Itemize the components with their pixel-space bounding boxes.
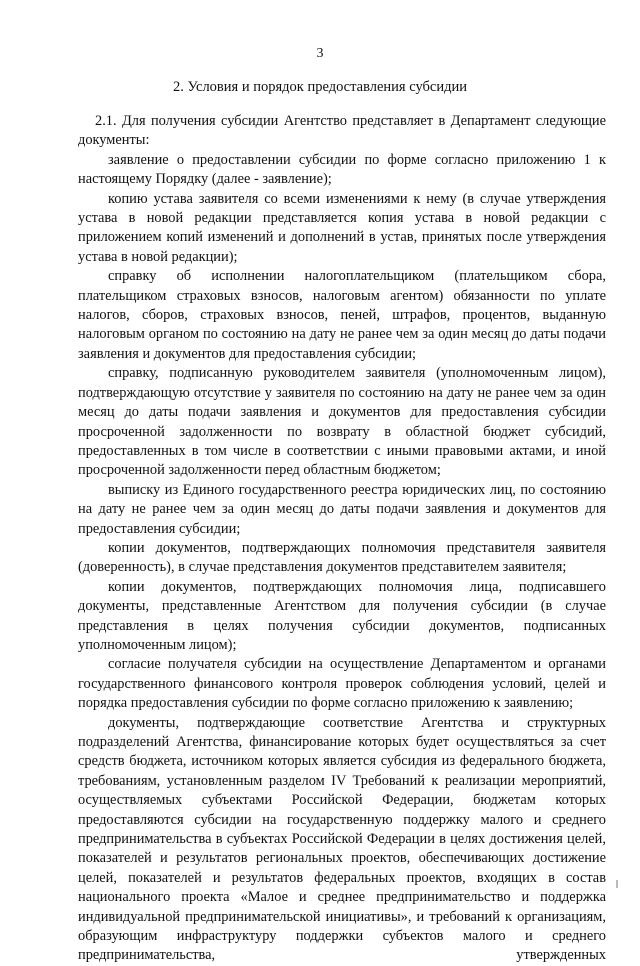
paragraph-intro: 2.1. Для получения субсидии Агентство представляет в Департамент следующие документы: <box>78 113 606 149</box>
paragraph-registry-extract: выписку из Единого государственного реестра юридических лиц, по состоянию на дату не ранее чем за один месяц до даты подачи заявления и документов для предоставления субсидии; <box>78 481 606 537</box>
paragraph-representative-authority: копии документов, подтверждающих полномочия представителя заявителя (доверенность), в случае представления документов представителем заявителя; <box>78 539 606 576</box>
margin-mark <box>616 880 618 888</box>
paragraph-compliance-documents: документы, подтверждающие соответствие Агентства и структурных подразделений Агентства, финансирование которых будет осуществляться за счет средств бюджета, источником которых является субсидия из федерального бюджета, требованиям, установленным разделом IV Требований к реализации мероприятий, осуществляемых субъектами Российской Федерации, бюджетам которых предоставляются субсидии на государственную поддержку малого и среднего предпринимательства в субъектах Российской Федерации в целях достижения целей, показателей и результатов региональных проектов, обеспечивающих достижение целей, показателей и результатов федеральных проектов, входящих в состав национального проекта «Малое и среднее предпринимательство и поддержка индивидуальной предпринимательской инициативы», и требований к организациям, образующим инфраструктуру поддержки субъектов малого и среднего предпринимательства, утвержденных <box>78 714 606 964</box>
paragraph-debt-certificate: справку, подписанную руководителем заявителя (уполномоченным лицом), подтверждающую отсутствие у заявителя по состоянию на дату не ранее чем за один месяц до даты подачи заявления и документов для предоставления субсидии просроченной задолженности по возврату в областной бюджет субсидий, предоставленных в том числе в соответствии с иными правовыми актами, и иной просроченной задолженности перед областным бюджетом; <box>78 365 606 479</box>
paragraph-tax-certificate: справку об исполнении налогоплательщиком (плательщиком сбора, плательщиком страховых взносов, налоговым агентом) обязанности по уплате налогов, сборов, страховых взносов, пеней, штрафов, процентов, выданную налоговым органом по состоянию на дату не ранее чем за один месяц до даты подачи заявления и документов для предоставления субсидии; <box>78 268 606 362</box>
paragraph-charter-copy: копию устава заявителя со всеми изменениями к нему (в случае утверждения устава в новой редакции представляется копия устава в новой редакции с приложением копий изменений и дополнений в устав, принятых после утверждения устава в новой редакции); <box>78 190 606 265</box>
document-body <box>78 112 606 966</box>
page-number: 3 <box>316 46 324 61</box>
paragraph-audit-consent: согласие получателя субсидии на осуществление Департаментом и органами государственного финансового контроля проверок соблюдения условий, целей и порядка предоставления субсидии по форме согласно приложению к заявлению; <box>78 656 606 712</box>
paragraph-signatory-authority: копии документов, подтверждающих полномочия лица, подписавшего документы, представленные Агентством для получения субсидии (в случае представления в целях получения субсидии документов, подписанных уполномоченным лицом); <box>78 578 606 653</box>
paragraph-application: заявление о предоставлении субсидии по форме согласно приложению 1 к настоящему Порядку (далее - заявление); <box>78 151 606 188</box>
section-title: 2. Условия и порядок предоставления субсидии <box>172 79 467 95</box>
